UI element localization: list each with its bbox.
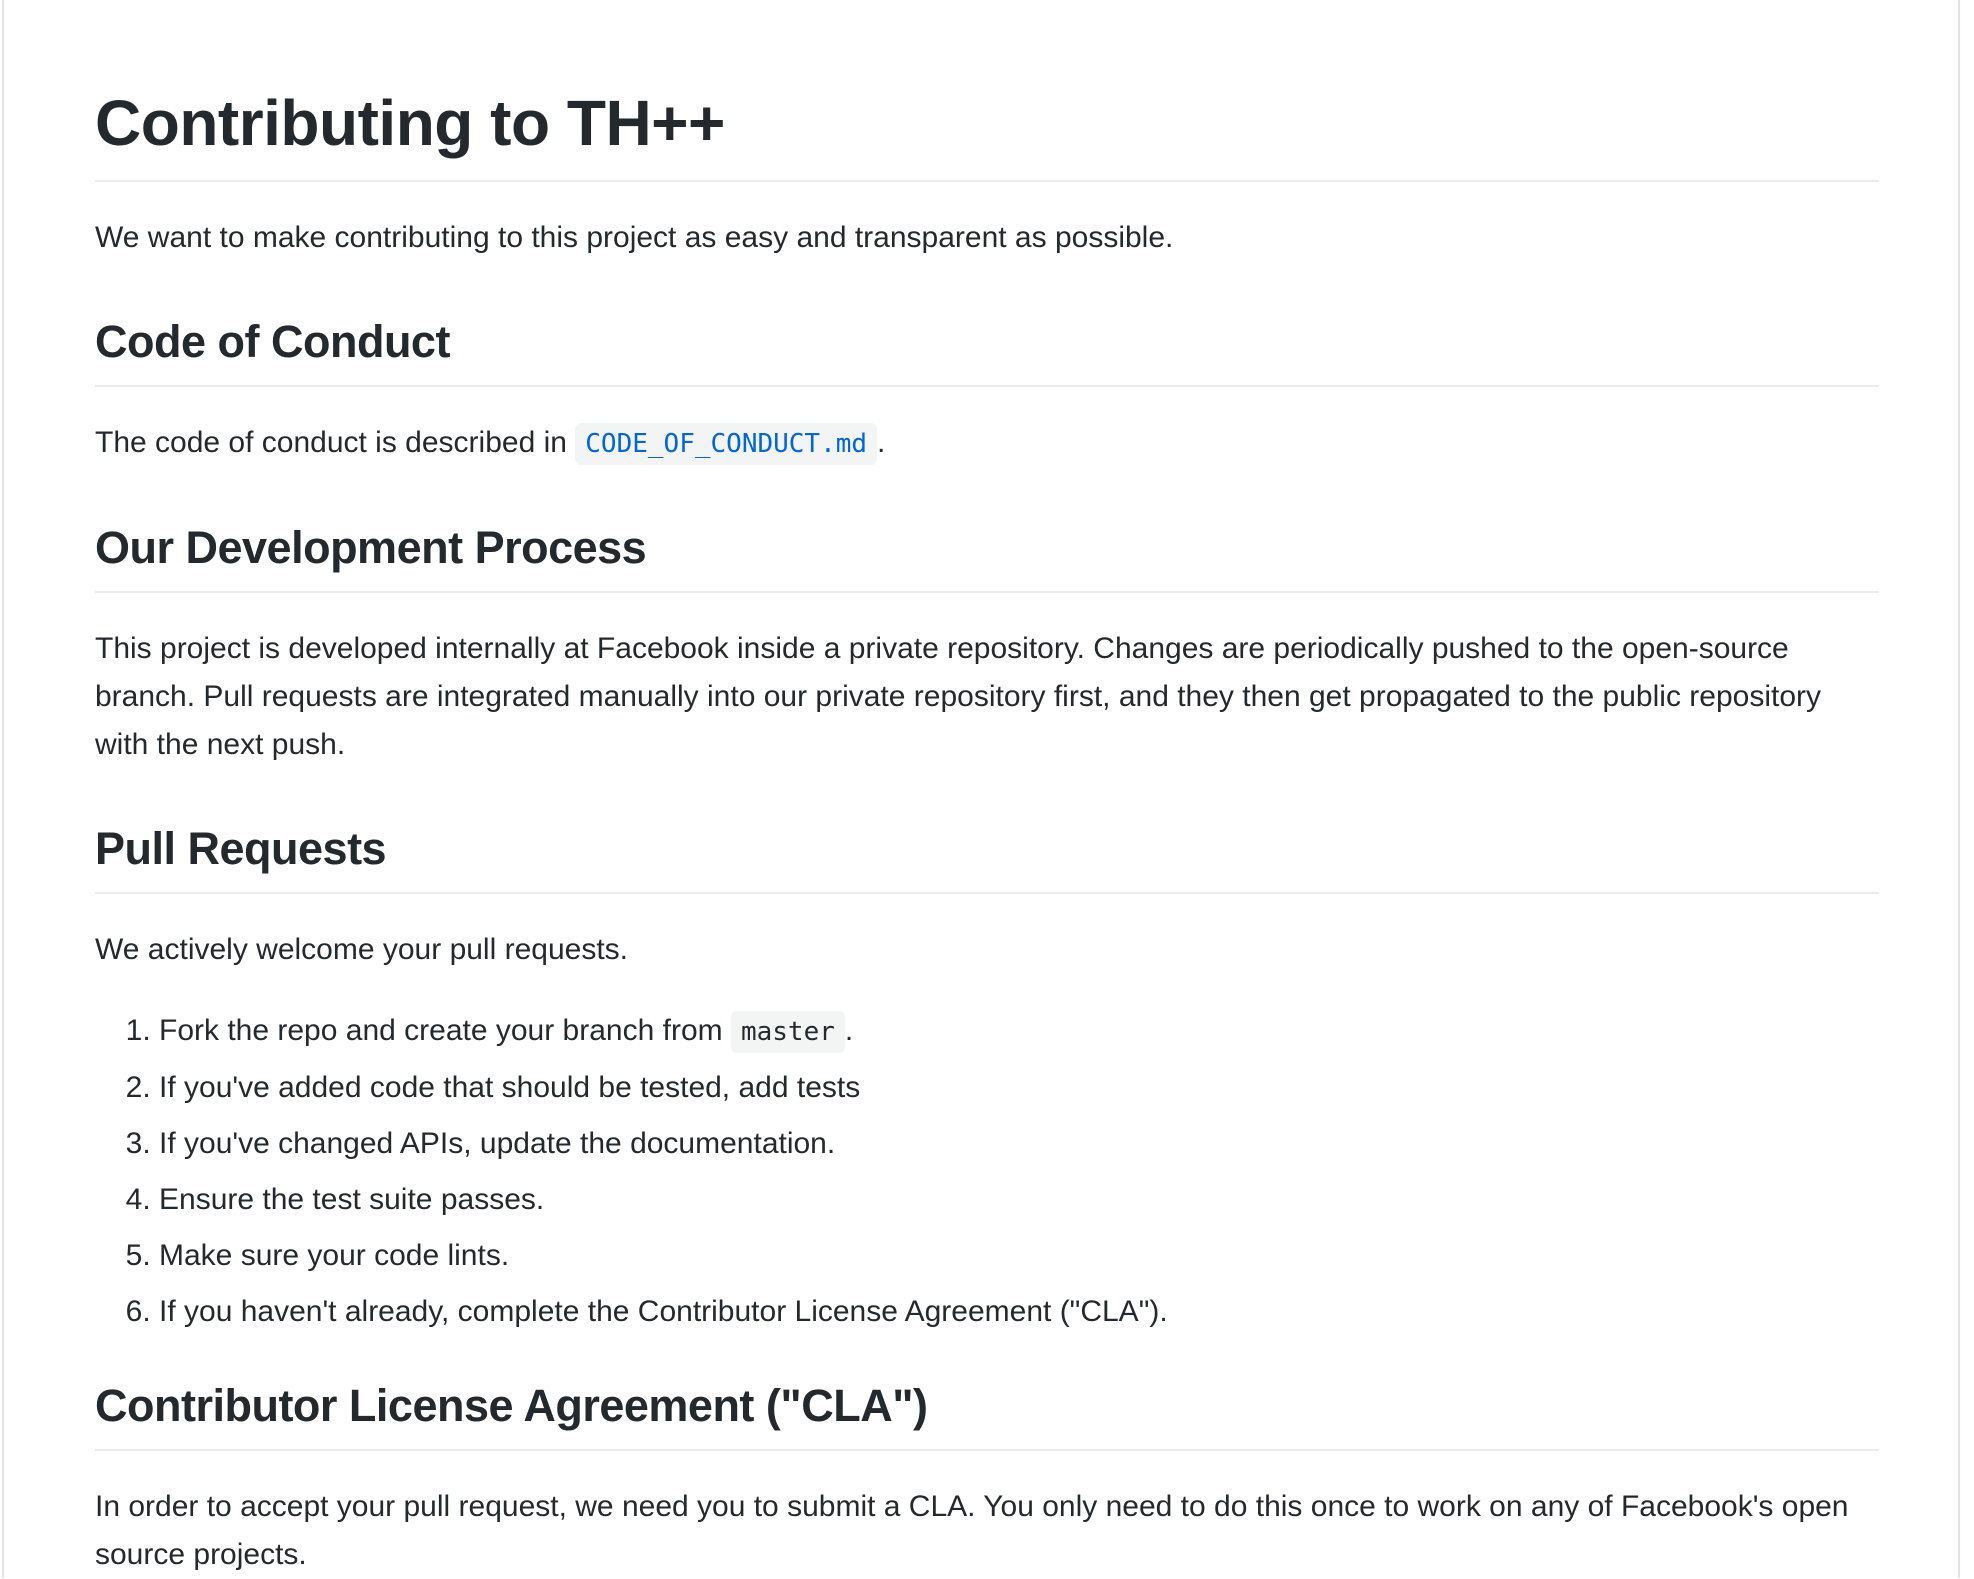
cla-paragraph: In order to accept your pull request, we need you to submit a CLA. You only need to do this once to work on any of Facebook's open source projects.: [95, 1490, 1849, 1571]
page-title: Contributing to TH++: [95, 83, 1879, 182]
heading-pull-requests: Pull Requests: [95, 820, 1879, 894]
code-of-conduct-paragraph: [95, 419, 1879, 468]
heading-cla: Contributor License Agreement ("CLA"): [95, 1377, 1879, 1451]
step-text: Fork the repo and create your branch from: [159, 1014, 731, 1047]
development-process-paragraph: This project is developed internally at Facebook inside a private repository. Changes are periodically pushed to the open-source branch. Pull requests are integrated manually into our private repository first, and they then get propagated to the public repository with the next push.: [95, 632, 1821, 761]
master-branch-code: master: [731, 1011, 845, 1053]
coc-period: .: [877, 426, 886, 459]
heading-development-process: Our Development Process: [95, 519, 1879, 593]
code-of-conduct-code[interactable]: CODE_OF_CONDUCT.md: [575, 423, 877, 465]
list-item: [159, 1007, 1879, 1056]
step-period: .: [844, 1014, 854, 1047]
list-item: 3. If you've changed APIs, update the documentation.: [159, 1120, 1879, 1168]
code-of-conduct-link[interactable]: [575, 426, 877, 459]
markdown-body: [95, 0, 1879, 1579]
heading-code-of-conduct: Code of Conduct: [95, 313, 1879, 387]
list-item: 5. Make sure your code lints.: [159, 1232, 1879, 1280]
list-item: 2. If you've added code that should be tested, add tests: [159, 1064, 1879, 1112]
list-item: 4. Ensure the test suite passes.: [159, 1176, 1879, 1224]
list-item: 6. If you haven't already, complete the Contributor License Agreement ("CLA").: [159, 1288, 1879, 1336]
pull-requests-intro: We actively welcome your pull requests.: [95, 933, 628, 966]
intro-paragraph: We want to make contributing to this project as easy and transparent as possible.: [95, 221, 1174, 254]
coc-text: The code of conduct is described in: [95, 426, 576, 459]
pull-request-steps: [95, 1007, 1879, 1336]
